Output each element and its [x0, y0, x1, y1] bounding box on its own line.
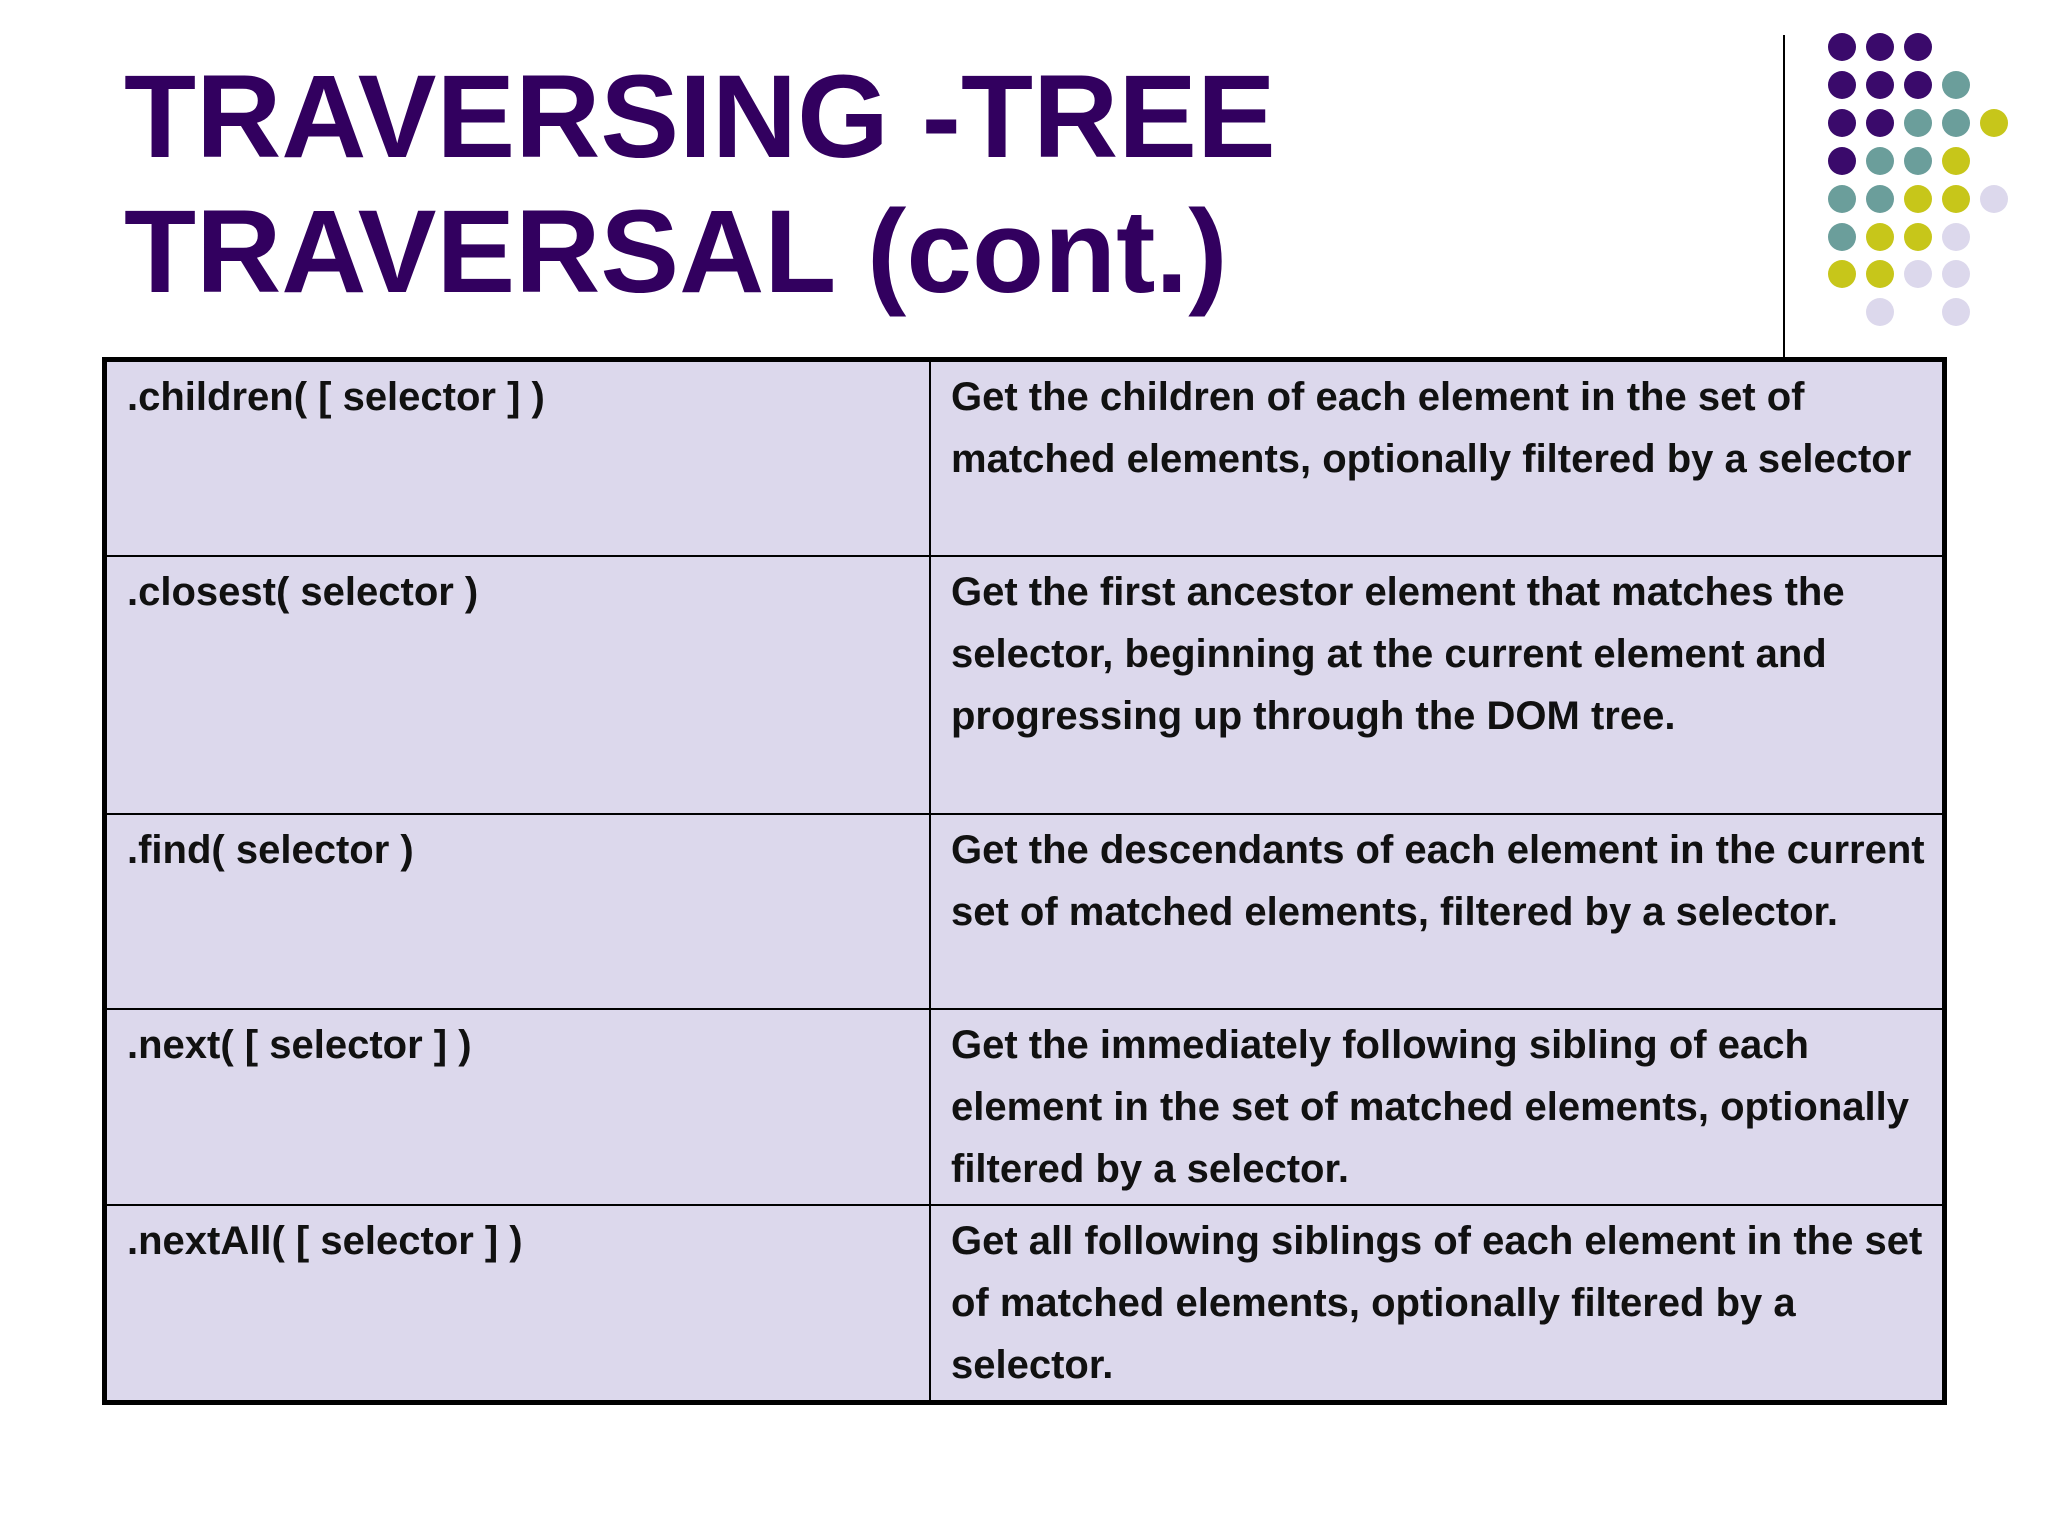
decorative-dot — [1942, 185, 1970, 213]
decorative-dot — [1866, 109, 1894, 137]
decorative-dot — [1828, 185, 1856, 213]
decorative-dot — [1866, 71, 1894, 99]
decorative-dot — [1828, 223, 1856, 251]
decorative-dot — [1828, 109, 1856, 137]
decorative-dot — [1866, 185, 1894, 213]
slide-title-line-1: TRAVERSING -TREE — [124, 51, 1276, 183]
decorative-dot — [1942, 109, 1970, 137]
decorative-dot — [1942, 71, 1970, 99]
description-cell: Get the first ancestor element that matches the selector, beginning at the current element and progressing up through the DOM tree. — [930, 556, 1945, 814]
decorative-dot — [1904, 260, 1932, 288]
decorative-dot — [1828, 147, 1856, 175]
decorative-dot — [1904, 147, 1932, 175]
decorative-dot — [1942, 260, 1970, 288]
decorative-dot — [1866, 223, 1894, 251]
table-row — [105, 556, 1945, 814]
description-cell: Get the immediately following sibling of each element in the set of matched elements, optionally filtered by a selector. — [930, 1009, 1945, 1205]
decorative-dot — [1980, 185, 2008, 213]
decorative-dot — [1828, 33, 1856, 61]
description-cell: Get all following siblings of each element in the set of matched elements, optionally filtered by a selector. — [930, 1205, 1945, 1403]
method-cell: .closest( selector ) — [105, 556, 931, 814]
decorative-dot — [1904, 223, 1932, 251]
decorative-dot — [1866, 147, 1894, 175]
decorative-dot — [1904, 185, 1932, 213]
decorative-dot — [1866, 298, 1894, 326]
table-row — [105, 1205, 1945, 1403]
decorative-dot — [1904, 33, 1932, 61]
table-row — [105, 360, 1945, 557]
methods-table — [102, 357, 1947, 1405]
decorative-dot — [1942, 147, 1970, 175]
decorative-dot — [1866, 33, 1894, 61]
decorative-dot — [1942, 223, 1970, 251]
decorative-dot — [1828, 260, 1856, 288]
decorative-dot — [1904, 71, 1932, 99]
slide-title — [124, 50, 1276, 320]
decorative-dot — [1866, 260, 1894, 288]
description-cell: Get the descendants of each element in the current set of matched elements, filtered by a selector. — [930, 814, 1945, 1009]
decorative-dot — [1904, 109, 1932, 137]
slide-title-line-2: TRAVERSAL (cont.) — [124, 186, 1228, 318]
table-row — [105, 1009, 1945, 1205]
method-cell: .next( [ selector ] ) — [105, 1009, 931, 1205]
decorative-dot — [1828, 71, 1856, 99]
method-cell: .children( [ selector ] ) — [105, 360, 931, 557]
method-cell: .nextAll( [ selector ] ) — [105, 1205, 931, 1403]
title-divider-line — [1783, 35, 1785, 357]
description-cell: Get the children of each element in the set of matched elements, optionally filtered by a selector — [930, 360, 1945, 557]
decorative-dot — [1980, 109, 2008, 137]
method-cell: .find( selector ) — [105, 814, 931, 1009]
decorative-dot — [1942, 298, 1970, 326]
table-row — [105, 814, 1945, 1009]
